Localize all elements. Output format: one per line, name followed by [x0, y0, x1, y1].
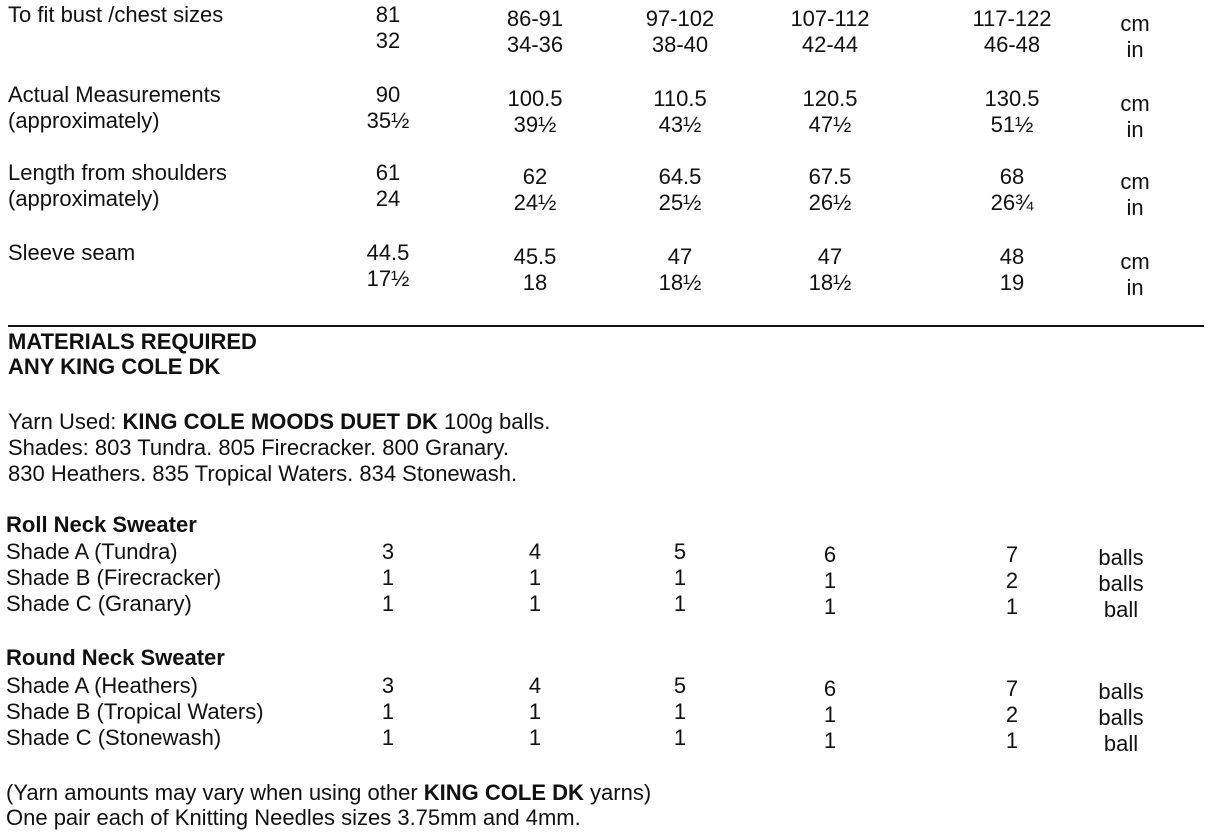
shade-ball-count: 3 [381, 539, 395, 564]
measurement-in-value: 46-48 [983, 32, 1041, 57]
measurement-cm-value: 117-122 [972, 6, 1052, 31]
shade-ball-count: 1 [823, 594, 837, 619]
shade-ball-count: 6 [823, 676, 837, 701]
shade-unit: balls [1098, 679, 1144, 704]
measurement-cm-value: 47 [817, 244, 843, 269]
needles-note: One pair each of Knitting Needles sizes 3.75mm and 4mm. [6, 805, 581, 830]
measurement-label: Length from shoulders [8, 160, 227, 185]
shade-ball-count: 7 [1005, 676, 1019, 701]
measurement-cm-value: 44.5 [366, 240, 410, 265]
measurement-cm-value: 81 [375, 2, 401, 27]
shade-label: Shade A (Tundra) [6, 539, 178, 564]
yarn-note-suffix: yarns) [583, 780, 652, 805]
shade-ball-count: 1 [528, 699, 542, 724]
measurement-cm-value: 107-112 [790, 6, 870, 31]
shades-line-1: Shades: 803 Tundra. 805 Firecracker. 800 Granary. [8, 435, 509, 460]
shade-ball-count: 1 [381, 699, 395, 724]
measurement-in-value: 24 [375, 186, 401, 211]
measurement-cm-value: 62 [522, 164, 548, 189]
unit-in: in [1126, 195, 1144, 220]
shade-label: Shade C (Granary) [6, 591, 192, 616]
measurement-label: To fit bust /chest sizes [8, 2, 224, 27]
shade-ball-count: 1 [823, 702, 837, 727]
yarn-note-text: (Yarn amounts may vary when using other [6, 780, 424, 805]
unit-cm: cm [1120, 11, 1150, 36]
shade-ball-count: 1 [1005, 594, 1019, 619]
measurement-label: Sleeve seam [8, 240, 136, 265]
measurement-in-value: 51½ [990, 112, 1034, 137]
measurement-cm-value: 47 [667, 244, 693, 269]
shade-ball-count: 7 [1005, 542, 1019, 567]
measurement-in-value: 38-40 [651, 32, 709, 57]
measurement-label: Actual Measurements [8, 82, 221, 107]
shade-ball-count: 1 [528, 725, 542, 750]
unit-cm: cm [1120, 169, 1150, 194]
measurement-cm-value: 61 [375, 160, 401, 185]
shade-label: Shade B (Firecracker) [6, 565, 222, 590]
shade-label: Shade A (Heathers) [6, 673, 199, 698]
measurement-in-value: 34-36 [506, 32, 564, 57]
round-neck-title: Round Neck Sweater [6, 645, 225, 670]
unit-in: in [1126, 117, 1144, 142]
measurement-cm-value: 86-91 [506, 6, 564, 31]
shade-unit: balls [1098, 705, 1144, 730]
shades-line-2: 830 Heathers. 835 Tropical Waters. 834 Stonewash. [8, 461, 518, 486]
shade-ball-count: 1 [823, 728, 837, 753]
shade-ball-count: 6 [823, 542, 837, 567]
measurement-in-value: 39½ [513, 112, 557, 137]
shade-ball-count: 1 [673, 699, 687, 724]
yarn-note-brand: KING COLE DK [423, 780, 584, 805]
shade-unit: balls [1098, 545, 1144, 570]
shade-ball-count: 1 [1005, 728, 1019, 753]
shade-ball-count: 1 [381, 591, 395, 616]
measurement-cm-value: 68 [999, 164, 1025, 189]
shade-unit: balls [1098, 571, 1144, 596]
yarn-brand: KING COLE MOODS DUET DK [122, 409, 438, 434]
shade-ball-count: 5 [673, 539, 687, 564]
measurement-cm-value: 120.5 [802, 86, 858, 111]
shade-ball-count: 1 [823, 568, 837, 593]
shade-ball-count: 5 [673, 673, 687, 698]
measurement-in-value: 42-44 [801, 32, 859, 57]
shade-ball-count: 3 [381, 673, 395, 698]
unit-in: in [1126, 37, 1144, 62]
shade-unit: ball [1103, 731, 1139, 756]
yarn-ball-size: 100g balls. [437, 409, 551, 434]
measurement-cm-value: 97-102 [645, 6, 715, 31]
measurement-in-value: 17½ [366, 266, 410, 291]
measurement-cm-value: 110.5 [653, 86, 707, 111]
measurement-in-value: 35½ [366, 108, 410, 133]
measurement-cm-value: 48 [999, 244, 1025, 269]
measurement-label-sub: (approximately) [8, 108, 160, 133]
materials-subheading: ANY KING COLE DK [8, 354, 221, 379]
shade-ball-count: 1 [381, 565, 395, 590]
shade-ball-count: 2 [1005, 568, 1019, 593]
roll-neck-title: Roll Neck Sweater [6, 512, 197, 537]
measurement-in-value: 32 [375, 28, 401, 53]
measurement-cm-value: 67.5 [808, 164, 852, 189]
measurement-cm-value: 90 [375, 82, 401, 107]
unit-cm: cm [1120, 91, 1150, 116]
measurement-in-value: 18 [522, 270, 548, 295]
measurement-label-sub: (approximately) [8, 186, 160, 211]
shade-ball-count: 4 [528, 673, 542, 698]
measurement-cm-value: 100.5 [507, 86, 563, 111]
materials-heading: MATERIALS REQUIRED [8, 329, 257, 354]
measurement-in-value: 47½ [808, 112, 852, 137]
measurement-cm-value: 130.5 [984, 86, 1040, 111]
measurement-in-value: 26½ [808, 190, 852, 215]
measurement-in-value: 26¾ [990, 190, 1034, 215]
shade-ball-count: 1 [673, 565, 687, 590]
section-divider [8, 325, 1204, 327]
measurement-in-value: 24½ [513, 190, 557, 215]
yarn-used-line [8, 409, 550, 435]
shade-ball-count: 1 [528, 565, 542, 590]
measurement-cm-value: 64.5 [658, 164, 702, 189]
measurement-in-value: 25½ [658, 190, 702, 215]
unit-in: in [1126, 275, 1144, 300]
yarn-note [6, 780, 651, 806]
shade-ball-count: 2 [1005, 702, 1019, 727]
yarn-used-label: Yarn Used: [8, 409, 123, 434]
shade-unit: ball [1103, 597, 1139, 622]
unit-cm: cm [1120, 249, 1150, 274]
shade-label: Shade B (Tropical Waters) [6, 699, 264, 724]
measurement-in-value: 43½ [658, 112, 702, 137]
shade-label: Shade C (Stonewash) [6, 725, 222, 750]
measurement-in-value: 19 [999, 270, 1025, 295]
shade-ball-count: 1 [381, 725, 395, 750]
measurement-in-value: 18½ [658, 270, 702, 295]
measurement-cm-value: 45.5 [513, 244, 557, 269]
shade-ball-count: 4 [528, 539, 542, 564]
measurement-in-value: 18½ [808, 270, 852, 295]
shade-ball-count: 1 [528, 591, 542, 616]
shade-ball-count: 1 [673, 591, 687, 616]
shade-ball-count: 1 [673, 725, 687, 750]
